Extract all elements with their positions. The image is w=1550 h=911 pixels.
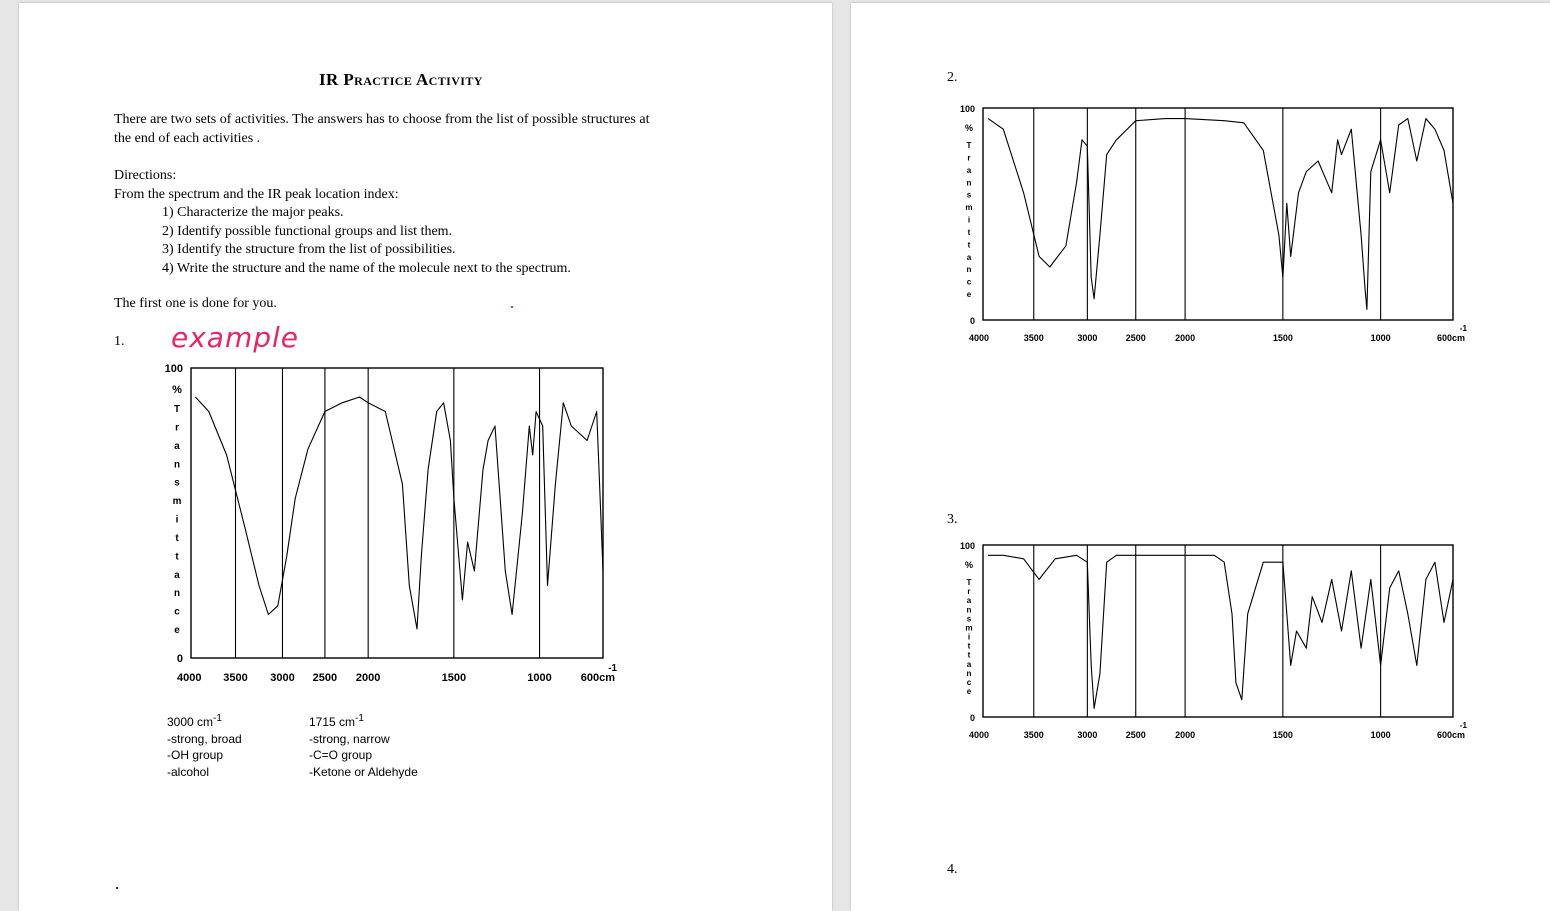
plot-frame	[983, 545, 1453, 717]
question-number-1: 1.	[114, 334, 125, 349]
x-tick-label: 600cm	[1436, 333, 1465, 343]
y-label-letter: r	[175, 422, 179, 434]
intro-line-2: the end of each activities .	[114, 130, 261, 146]
x-unit-sup: -1	[1459, 324, 1467, 333]
y-label-letter: m	[965, 623, 973, 633]
y-label-letter: e	[966, 687, 972, 696]
plot-frame	[983, 108, 1453, 320]
y-label-letter: m	[172, 496, 182, 508]
y-label-letter: t	[967, 650, 971, 660]
y-label-letter: T	[966, 141, 972, 150]
y-label-letter: n	[966, 178, 972, 188]
y-label-letter: i	[967, 215, 971, 225]
y-label-letter: c	[966, 677, 972, 687]
y-label-letter: a	[966, 659, 972, 669]
question-number-2: 2.	[947, 70, 958, 85]
x-unit-sup: -1	[1459, 721, 1467, 730]
x-tick-label: 3000	[270, 672, 295, 684]
x-tick-label: 1500	[1272, 730, 1293, 740]
x-tick-label: 1500	[441, 672, 467, 684]
intro-text	[114, 111, 650, 148]
direction-step: 2) Identify possible functional groups and list them.	[162, 223, 453, 239]
x-tick-label: 3500	[223, 672, 248, 684]
y-label-pct: %	[964, 123, 974, 133]
intro-line-1: There are two sets of activities. The answers has to choose from the list of possible structures at	[114, 112, 650, 127]
spectrum-line	[195, 397, 603, 629]
peak-note-1715	[309, 711, 418, 780]
x-tick-label: 1000	[1370, 333, 1391, 343]
note-sup: -1	[355, 713, 364, 724]
spectrum-line	[988, 119, 1453, 310]
y-label-letter: e	[174, 625, 180, 636]
y-label-letter: e	[966, 290, 972, 299]
x-tick-label: 3000	[1077, 730, 1098, 740]
x-tick-label: 2000	[1175, 333, 1196, 343]
x-tick-label: 2000	[355, 672, 381, 684]
y-label-letter: c	[966, 277, 972, 287]
y-label-letter: t	[967, 641, 971, 651]
directions-block	[114, 167, 571, 279]
y-label-letter: i	[175, 514, 179, 526]
y-label-letter: c	[174, 606, 180, 618]
y-label-letter: t	[967, 240, 971, 250]
note-line: -strong, narrow	[309, 731, 390, 746]
direction-step: 3) Identify the structure from the list of possibilities.	[162, 242, 456, 258]
y-label-letter: a	[966, 596, 972, 606]
y-label-letter: a	[174, 569, 180, 581]
stray-dot	[116, 887, 118, 889]
direction-step: 1) Characterize the major peaks.	[162, 205, 344, 221]
spectrum-line	[988, 555, 1453, 708]
x-tick-label: 4000	[177, 672, 202, 684]
handwritten-annotation: example	[171, 321, 300, 354]
y-label-letter: r	[967, 153, 971, 163]
note-wavenumber: 3000 cm	[167, 715, 214, 729]
y-label-top: 100	[164, 363, 183, 375]
x-tick-label: 600cm	[580, 672, 615, 684]
x-tick-label: 4000	[969, 333, 990, 343]
ir-spectrum-2	[951, 95, 1471, 345]
x-tick-label: 1000	[1370, 730, 1391, 740]
y-label-bottom: 0	[969, 316, 975, 326]
document-page-1	[19, 3, 832, 911]
ir-spectrum-1	[129, 353, 619, 693]
ir-spectrum-3	[951, 533, 1471, 743]
x-tick-label: 1000	[527, 672, 552, 684]
question-number-4: 4.	[947, 862, 958, 877]
note-line: -strong, broad	[167, 731, 242, 746]
y-label-letter: n	[173, 459, 181, 471]
y-label-letter: s	[966, 614, 972, 624]
note-line: -C=O group	[309, 748, 373, 762]
y-label-bottom: 0	[969, 713, 975, 723]
document-title: IR Practice Activity	[319, 70, 483, 89]
y-label-letter: t	[175, 551, 179, 563]
peak-note-3000	[167, 711, 242, 780]
stray-mark	[511, 306, 513, 308]
y-label-letter: n	[966, 605, 972, 615]
y-label-letter: t	[967, 227, 971, 237]
y-label-pct: %	[964, 560, 974, 570]
first-done-text: The first one is done for you.	[114, 296, 277, 311]
directions-intro: From the spectrum and the IR peak location index:	[114, 186, 399, 202]
x-tick-label: 600cm	[1436, 730, 1465, 740]
note-line: -OH group	[167, 748, 224, 762]
x-tick-label: 2500	[312, 672, 338, 684]
direction-step: 4) Write the structure and the name of the molecule next to the spectrum.	[162, 260, 571, 276]
note-wavenumber: 1715 cm	[309, 715, 356, 729]
note-sup: -1	[213, 713, 222, 724]
note-line: -alcohol	[167, 764, 210, 779]
y-label-letter: s	[966, 190, 972, 200]
y-label-letter: m	[965, 203, 973, 213]
x-tick-label: 3500	[1023, 333, 1044, 343]
y-label-top: 100	[959, 104, 975, 114]
note-line: -Ketone or Aldehyde	[309, 764, 418, 779]
document-page-2	[851, 3, 1550, 911]
y-label-letter: a	[174, 440, 180, 452]
y-label-letter: r	[967, 587, 971, 597]
y-label-letter: a	[966, 252, 972, 262]
x-tick-label: 1500	[1272, 333, 1293, 343]
x-tick-label: 3500	[1023, 730, 1044, 740]
y-label-letter: n	[966, 668, 972, 678]
y-label-letter: T	[966, 578, 972, 587]
y-label-letter: T	[173, 404, 181, 415]
directions-heading: Directions:	[114, 168, 177, 183]
x-tick-label: 2500	[1125, 730, 1146, 740]
y-label-letter: a	[966, 165, 972, 175]
y-label-letter: i	[967, 632, 971, 642]
y-label-letter: t	[175, 532, 179, 544]
x-tick-label: 2500	[1125, 333, 1146, 343]
plot-frame	[191, 368, 603, 658]
y-label-letter: n	[173, 588, 181, 600]
question-number-3: 3.	[947, 512, 958, 527]
x-tick-label: 2000	[1175, 730, 1196, 740]
y-label-pct: %	[172, 384, 182, 396]
y-label-letter: n	[966, 265, 972, 275]
x-tick-label: 3000	[1077, 333, 1098, 343]
x-unit-sup: -1	[608, 663, 617, 674]
directions-list	[114, 204, 571, 278]
x-tick-label: 4000	[969, 730, 990, 740]
y-label-bottom: 0	[176, 653, 183, 665]
y-label-top: 100	[959, 541, 975, 551]
y-label-letter: s	[174, 477, 180, 489]
